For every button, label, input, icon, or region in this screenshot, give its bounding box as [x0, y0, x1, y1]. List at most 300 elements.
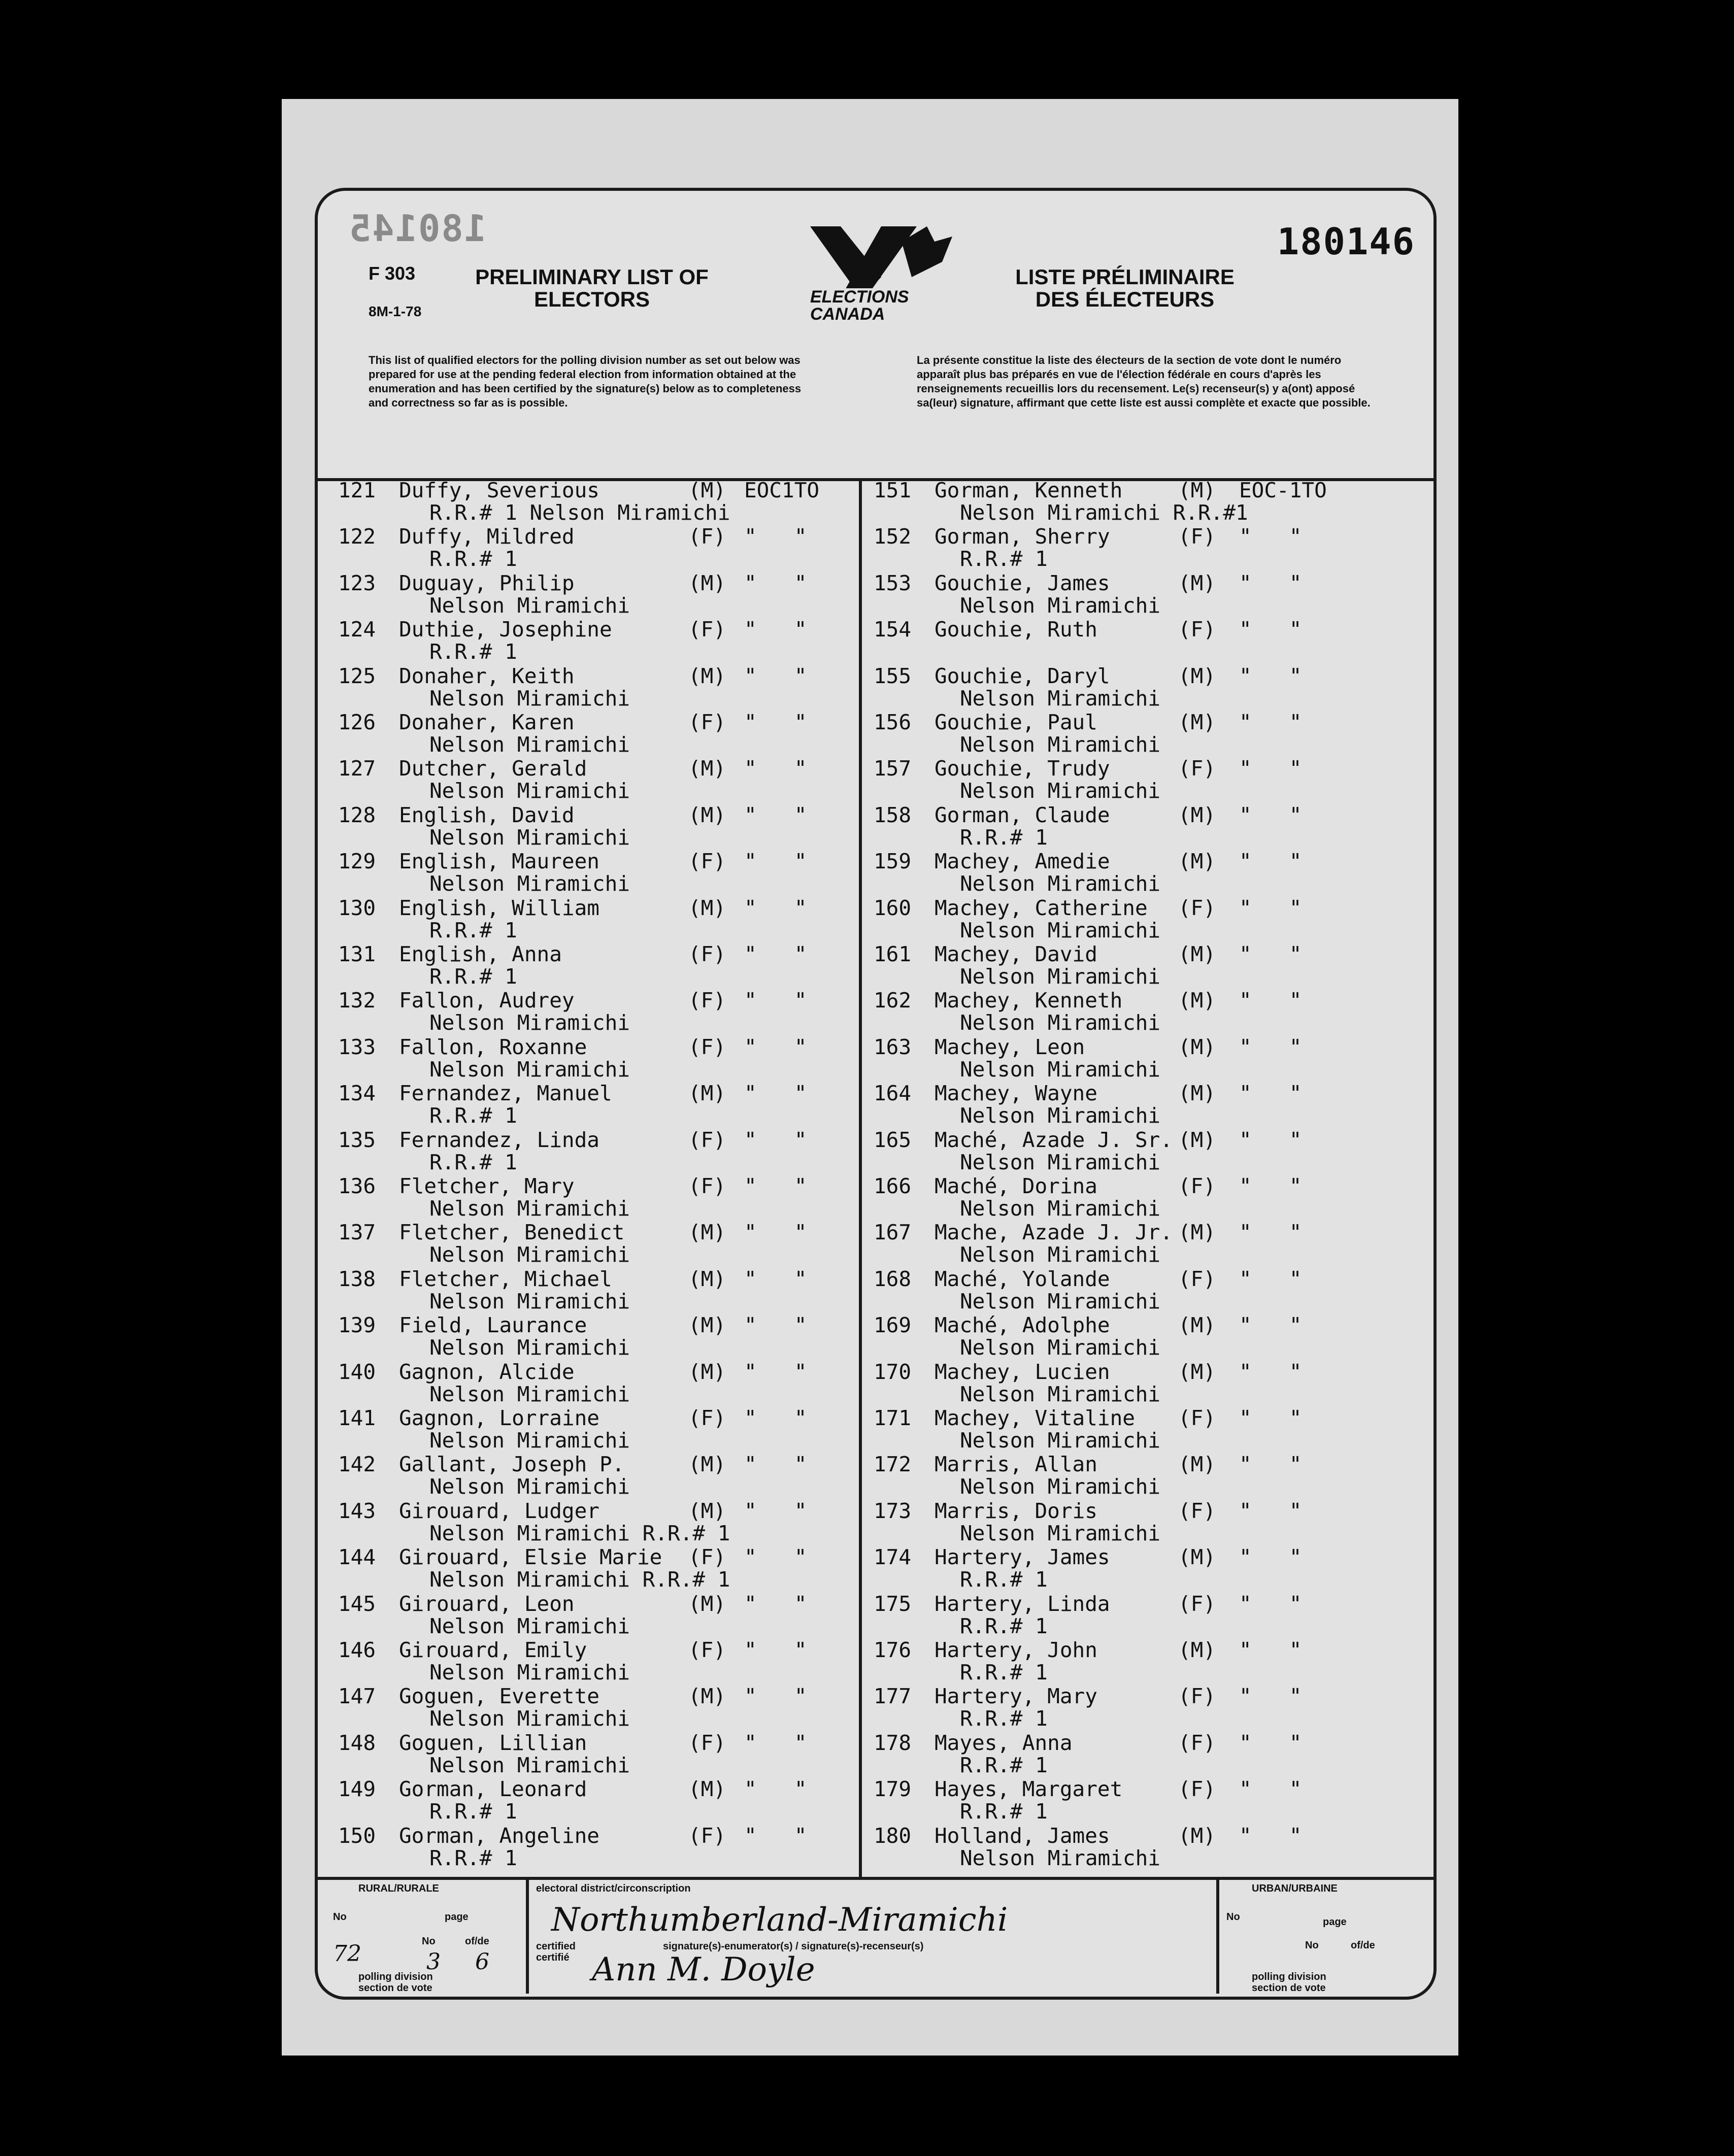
elector-sex: (M): [688, 570, 726, 595]
elector-address: Nelson Miramichi: [960, 1103, 1160, 1128]
elector-name: Fletcher, Benedict: [399, 1220, 625, 1245]
elector-postal-code: " ": [744, 570, 807, 595]
elector-sex: (M): [688, 478, 726, 502]
elector-address: R.R.# 1: [429, 547, 517, 571]
elector-postal-code: " ": [1239, 524, 1302, 549]
intro-french: La présente constitue la liste des électeurs de la section de vote dont le numéro apparaît plus bas préparés en vue de l'élection fédérale en cours d'après les renseignements recueillis lors du recensement. Le(s) recenseur(s) y a(ont) apposé sa(leur) signature, affirmant que cette liste est aussi complète et exacte que possible.: [917, 354, 1371, 409]
elector-postal-code: " ": [1239, 710, 1302, 734]
elector-sex: (F): [688, 1730, 726, 1755]
elector-sex: (M): [1178, 1452, 1216, 1477]
elector-sex: (M): [1178, 1823, 1216, 1848]
elector-entry: [338, 1500, 856, 1544]
elector-postal-code: " ": [1239, 1174, 1302, 1198]
elector-name: Duffy, Severious: [399, 478, 599, 502]
elector-address: Nelson Miramichi: [429, 1613, 630, 1638]
elections-canada-logo-text: ELECTIONS CANADA: [810, 287, 909, 324]
elector-number: 164: [874, 1081, 912, 1106]
elector-address: R.R.# 1: [429, 639, 517, 664]
elector-postal-code: " ": [744, 1452, 807, 1477]
elector-name: Gorman, Sherry: [935, 524, 1110, 549]
elector-entry: [338, 1546, 856, 1591]
elector-postal-code: " ": [744, 663, 807, 688]
elector-postal-code: " ": [744, 1034, 807, 1059]
elector-name: Duffy, Mildred: [399, 524, 575, 549]
elector-address: Nelson Miramichi R.R.#1: [960, 500, 1248, 525]
elector-number: 173: [874, 1498, 912, 1523]
elector-entry: [338, 1453, 856, 1498]
rural-page-label: page: [445, 1911, 469, 1923]
elector-address: Nelson Miramichi: [960, 686, 1160, 711]
elector-name: Gallant, Joseph P.: [399, 1452, 625, 1477]
elector-entry: [874, 804, 1432, 849]
elector-postal-code: " ": [744, 617, 807, 642]
elector-number: 145: [338, 1591, 376, 1616]
form-date: 8M-1-78: [369, 304, 422, 319]
elector-number: 134: [338, 1081, 376, 1106]
elector-address: Nelson Miramichi: [960, 964, 1160, 989]
elector-address: Nelson Miramichi: [960, 1242, 1160, 1267]
elector-sex: (F): [1178, 1777, 1216, 1802]
elector-sex: (M): [1178, 1127, 1216, 1152]
elector-address: Nelson Miramichi: [429, 1428, 630, 1453]
elector-sex: (F): [688, 617, 726, 642]
elector-sex: (M): [1178, 663, 1216, 688]
elector-sex: (F): [688, 1174, 726, 1198]
elector-postal-code: " ": [744, 1081, 807, 1106]
elector-entry: [874, 1407, 1432, 1452]
elector-address: Nelson Miramichi: [960, 1521, 1160, 1545]
elector-sex: (F): [1178, 895, 1216, 920]
elector-name: Mache, Azade J. Jr.: [935, 1220, 1173, 1245]
elector-entry: [338, 1778, 856, 1823]
elector-sex: (F): [1178, 1591, 1216, 1616]
elector-postal-code: " ": [744, 1730, 807, 1755]
elector-postal-code: EOC-1TO: [1239, 478, 1327, 502]
electors-form: [315, 188, 1437, 2000]
elector-number: 167: [874, 1220, 912, 1245]
elector-postal-code: " ": [744, 942, 807, 966]
elector-sex: (M): [1178, 1545, 1216, 1570]
elector-sex: (F): [688, 988, 726, 1013]
elector-postal-code: " ": [744, 802, 807, 827]
elector-number: 147: [338, 1684, 376, 1709]
elector-address: Nelson Miramichi: [960, 779, 1160, 803]
elector-entry: [338, 665, 856, 710]
elector-postal-code: " ": [1239, 1777, 1302, 1802]
elector-entry: [338, 1036, 856, 1081]
elector-number: 154: [874, 617, 912, 642]
elector-name: Machey, Catherine: [935, 895, 1148, 920]
elector-name: Gorman, Leonard: [399, 1777, 587, 1802]
certified-label: certified certifié: [536, 1941, 576, 1963]
elector-name: Holland, James: [935, 1823, 1110, 1848]
elector-sex: (F): [688, 1127, 726, 1152]
elector-postal-code: " ": [1239, 988, 1302, 1013]
elector-postal-code: " ": [1239, 1452, 1302, 1477]
elector-entry: [874, 1732, 1432, 1776]
elector-postal-code: " ": [1239, 1127, 1302, 1152]
elector-address: Nelson Miramichi: [429, 1289, 630, 1313]
elector-sex: (F): [1178, 1266, 1216, 1291]
elector-number: 159: [874, 849, 912, 874]
elector-address: Nelson Miramichi: [429, 1010, 630, 1035]
elector-address: Nelson Miramichi: [429, 1474, 630, 1499]
elector-address: R.R.# 1: [960, 1660, 1048, 1685]
page-of-value: 6: [475, 1949, 489, 1975]
elector-postal-code: " ": [744, 756, 807, 781]
elector-address: Nelson Miramichi: [429, 1382, 630, 1406]
elector-name: Donaher, Keith: [399, 663, 575, 688]
elector-number: 127: [338, 756, 376, 781]
elector-entry: [338, 850, 856, 895]
elector-number: 151: [874, 478, 912, 502]
rural-page-no-label: No: [422, 1936, 436, 1947]
enumerator-signature: Ann M. Doyle: [592, 1951, 815, 1989]
elector-postal-code: " ": [1239, 1313, 1302, 1338]
elector-postal-code: " ": [1239, 1591, 1302, 1616]
elector-address: Nelson Miramichi: [960, 1010, 1160, 1035]
title-french: LISTE PRÉLIMINAIRE DES ÉLECTEURS: [1015, 265, 1235, 311]
elector-address: R.R.# 1: [960, 1753, 1048, 1777]
elector-entry: [874, 665, 1432, 710]
elector-name: Fallon, Roxanne: [399, 1034, 587, 1059]
intro-english: This list of qualified electors for the polling division number as set out below was prepared for use at the pending federal election from information obtained at the enumeration and has been certified by the signature(s) below as to completeness and correctness so far as is possible.: [369, 354, 802, 409]
elector-entry: [874, 1546, 1432, 1591]
elector-address: Nelson Miramichi: [429, 871, 630, 896]
elector-name: Goguen, Everette: [399, 1684, 599, 1709]
elector-postal-code: " ": [744, 1174, 807, 1198]
elector-sex: (F): [688, 942, 726, 966]
elector-name: Gouchie, James: [935, 570, 1110, 595]
elector-name: Gorman, Kenneth: [935, 478, 1123, 502]
elections-canada-logo: [805, 221, 957, 328]
elector-number: 156: [874, 710, 912, 734]
elector-sex: (F): [1178, 756, 1216, 781]
elector-number: 153: [874, 570, 912, 595]
elector-number: 152: [874, 524, 912, 549]
elector-number: 140: [338, 1359, 376, 1384]
elector-number: 158: [874, 802, 912, 827]
elector-postal-code: " ": [744, 895, 807, 920]
elector-address: Nelson Miramichi: [960, 1474, 1160, 1499]
elector-number: 178: [874, 1730, 912, 1755]
elector-number: 125: [338, 663, 376, 688]
elector-sex: (M): [688, 1498, 726, 1523]
elector-name: Hartery, Linda: [935, 1591, 1110, 1616]
elector-address: Nelson Miramichi: [429, 593, 630, 618]
column-divider: [859, 478, 862, 1877]
elector-postal-code: " ": [1239, 570, 1302, 595]
elector-entry: [874, 943, 1432, 988]
elector-entry: [338, 711, 856, 756]
elector-sex: (M): [688, 1266, 726, 1291]
elector-name: Gorman, Angeline: [399, 1823, 599, 1848]
elector-entry: [338, 1732, 856, 1776]
elector-number: 131: [338, 942, 376, 966]
elector-name: Duguay, Philip: [399, 570, 575, 595]
elector-address: R.R.# 1: [960, 825, 1048, 850]
elector-entry: [338, 1361, 856, 1405]
page-value: 3: [426, 1949, 441, 1975]
elector-postal-code: " ": [744, 988, 807, 1013]
elector-number: 150: [338, 1823, 376, 1848]
urban-no-label: No: [1226, 1911, 1240, 1923]
elector-sex: (F): [1178, 524, 1216, 549]
elector-address: Nelson Miramichi: [960, 1150, 1160, 1174]
elector-name: Maché, Adolphe: [935, 1313, 1110, 1338]
elector-number: 124: [338, 617, 376, 642]
title-english: PRELIMINARY LIST OF ELECTORS: [475, 265, 709, 311]
elector-number: 175: [874, 1591, 912, 1616]
elector-entry: [874, 618, 1432, 663]
polling-division-label: polling division section de vote: [358, 1971, 433, 1994]
elector-name: Goguen, Lillian: [399, 1730, 587, 1755]
elector-address: Nelson Miramichi: [960, 871, 1160, 896]
elector-postal-code: " ": [744, 1406, 807, 1430]
elector-address: R.R.# 1: [429, 964, 517, 989]
elector-sex: (M): [688, 1452, 726, 1477]
rural-of-label: of/de: [465, 1936, 489, 1947]
electoral-district-value: Northumberland-Miramichi: [551, 1901, 1008, 1939]
elector-address: Nelson Miramichi: [960, 1289, 1160, 1313]
elector-name: Duthie, Josephine: [399, 617, 612, 642]
elector-entry: [338, 1221, 856, 1266]
elector-entry: [874, 1639, 1432, 1683]
elector-sex: (M): [688, 1777, 726, 1802]
elector-address: Nelson Miramichi R.R.# 1: [429, 1567, 730, 1592]
elector-number: 144: [338, 1545, 376, 1570]
elector-number: 130: [338, 895, 376, 920]
elector-postal-code: " ": [744, 1777, 807, 1802]
elector-address: Nelson Miramichi: [429, 1242, 630, 1267]
elector-sex: (M): [688, 756, 726, 781]
elector-sex: (F): [1178, 1684, 1216, 1709]
elector-sex: (F): [1178, 1406, 1216, 1430]
elector-postal-code: " ": [1239, 1406, 1302, 1430]
elector-entry: [874, 525, 1432, 570]
signature-label: signature(s)-enumerator(s) / signature(s)-recenseur(s): [663, 1941, 924, 1952]
elector-entry: [874, 1500, 1432, 1544]
elector-sex: (M): [1178, 1034, 1216, 1059]
elector-name: Marris, Allan: [935, 1452, 1097, 1477]
elector-sex: (F): [688, 1406, 726, 1430]
elector-name: Fallon, Audrey: [399, 988, 575, 1013]
elector-name: Hartery, James: [935, 1545, 1110, 1570]
rural-label: RURAL/RURALE: [358, 1883, 439, 1894]
elector-address: Nelson Miramichi: [429, 1660, 630, 1685]
elector-entry: [874, 1221, 1432, 1266]
elector-name: Fernandez, Manuel: [399, 1081, 612, 1106]
elector-entry: [874, 1314, 1432, 1359]
elector-name: Dutcher, Gerald: [399, 756, 587, 781]
polling-division-value: 72: [333, 1941, 361, 1967]
elector-number: 163: [874, 1034, 912, 1059]
elector-number: 128: [338, 802, 376, 827]
elector-name: Machey, Lucien: [935, 1359, 1110, 1384]
elector-entry: [338, 757, 856, 802]
elector-number: 146: [338, 1638, 376, 1662]
elector-address: Nelson Miramichi: [960, 918, 1160, 942]
elector-address: Nelson Miramichi: [429, 1196, 630, 1221]
elector-name: Machey, Vitaline: [935, 1406, 1135, 1430]
elector-entry: [338, 943, 856, 988]
elector-name: Mayes, Anna: [935, 1730, 1073, 1755]
urban-polling-division-label: polling division section de vote: [1252, 1971, 1326, 1994]
elector-sex: (M): [688, 1359, 726, 1384]
elector-entry: [338, 1082, 856, 1127]
elector-number: 168: [874, 1266, 912, 1291]
elector-name: Gorman, Claude: [935, 802, 1110, 827]
elector-name: Machey, David: [935, 942, 1097, 966]
elector-postal-code: " ": [744, 1684, 807, 1709]
elector-sex: (M): [688, 1220, 726, 1245]
elector-sex: (F): [688, 524, 726, 549]
elector-sex: (M): [1178, 1313, 1216, 1338]
urban-of-label: of/de: [1351, 1940, 1375, 1951]
elector-postal-code: " ": [1239, 1823, 1302, 1848]
elector-number: 160: [874, 895, 912, 920]
elector-postal-code: " ": [1239, 1266, 1302, 1291]
elector-sex: (M): [688, 895, 726, 920]
elector-sex: (M): [1178, 478, 1216, 502]
elector-number: 174: [874, 1545, 912, 1570]
elector-name: Maché, Azade J. Sr.: [935, 1127, 1173, 1152]
elector-address: Nelson Miramichi: [429, 1753, 630, 1777]
elector-name: Girouard, Leon: [399, 1591, 575, 1616]
elector-sex: (M): [688, 1591, 726, 1616]
elector-number: 157: [874, 756, 912, 781]
elector-entry: [338, 618, 856, 663]
elector-address: R.R.# 1: [960, 1567, 1048, 1592]
elector-postal-code: " ": [1239, 1730, 1302, 1755]
elector-sex: (F): [688, 1823, 726, 1848]
elector-address: Nelson Miramichi: [429, 1335, 630, 1360]
elector-sex: (M): [1178, 1638, 1216, 1662]
elector-number: 165: [874, 1127, 912, 1152]
elector-postal-code: EOC1TO: [744, 478, 820, 502]
elector-address: R.R.# 1: [960, 1799, 1048, 1824]
elector-entry: [874, 757, 1432, 802]
elector-number: 136: [338, 1174, 376, 1198]
elector-entry: [874, 989, 1432, 1034]
elector-sex: (M): [1178, 1359, 1216, 1384]
elector-entry: [338, 897, 856, 941]
elector-name: English, William: [399, 895, 599, 920]
elector-name: Fletcher, Mary: [399, 1174, 575, 1198]
elector-postal-code: " ": [744, 1498, 807, 1523]
elector-number: 135: [338, 1127, 376, 1152]
rural-no-label: No: [333, 1911, 347, 1923]
elector-sex: (F): [688, 1545, 726, 1570]
elector-address: R.R.# 1: [960, 547, 1048, 571]
elector-name: English, Anna: [399, 942, 562, 966]
elector-postal-code: " ": [1239, 756, 1302, 781]
elector-postal-code: " ": [1239, 1081, 1302, 1106]
elector-name: Machey, Leon: [935, 1034, 1085, 1059]
elector-postal-code: " ": [1239, 802, 1302, 827]
elector-entry: [874, 1129, 1432, 1173]
elector-name: Gagnon, Alcide: [399, 1359, 575, 1384]
elector-sex: (F): [1178, 617, 1216, 642]
elector-number: 170: [874, 1359, 912, 1384]
elector-entry: [338, 1407, 856, 1452]
elector-postal-code: " ": [1239, 1359, 1302, 1384]
elector-postal-code: " ": [744, 1220, 807, 1245]
elector-sex: (F): [688, 1034, 726, 1059]
form-code: F 303: [369, 263, 416, 284]
elector-postal-code: " ": [1239, 1684, 1302, 1709]
elector-entry: [338, 1268, 856, 1312]
elector-entry: [338, 1593, 856, 1637]
elector-entry: [874, 1778, 1432, 1823]
elector-number: 177: [874, 1684, 912, 1709]
elector-entry: [874, 1175, 1432, 1220]
elector-postal-code: " ": [1239, 895, 1302, 920]
elector-address: Nelson Miramichi: [429, 686, 630, 711]
elector-entry: [874, 572, 1432, 617]
elector-postal-code: " ": [744, 849, 807, 874]
elector-address: Nelson Miramichi: [960, 1196, 1160, 1221]
elector-number: 137: [338, 1220, 376, 1245]
elector-postal-code: " ": [1239, 617, 1302, 642]
elector-sex: (M): [1178, 849, 1216, 874]
elector-entry: [338, 1685, 856, 1730]
footer-divider: [318, 1877, 1433, 1880]
elector-number: 162: [874, 988, 912, 1013]
elector-entry: [338, 1175, 856, 1220]
elector-name: Maché, Dorina: [935, 1174, 1097, 1198]
elector-entry: [874, 850, 1432, 895]
elector-postal-code: " ": [744, 1591, 807, 1616]
elector-address: Nelson Miramichi: [429, 825, 630, 850]
elector-address: R.R.# 1: [429, 1799, 517, 1824]
elector-address: Nelson Miramichi: [429, 732, 630, 757]
elector-postal-code: " ": [1239, 1545, 1302, 1570]
elector-entry: [338, 1825, 856, 1869]
elector-number: 176: [874, 1638, 912, 1662]
elector-postal-code: " ": [1239, 1034, 1302, 1059]
elector-sex: (F): [1178, 1498, 1216, 1523]
elector-number: 133: [338, 1034, 376, 1059]
urban-page-no-label: No: [1305, 1940, 1319, 1951]
elector-number: 142: [338, 1452, 376, 1477]
elector-name: Maché, Yolande: [935, 1266, 1110, 1291]
elector-postal-code: " ": [744, 710, 807, 734]
elector-sex: (F): [1178, 1174, 1216, 1198]
elector-name: Girouard, Emily: [399, 1638, 587, 1662]
elector-sex: (F): [688, 1638, 726, 1662]
elector-postal-code: " ": [1239, 849, 1302, 874]
elector-number: 126: [338, 710, 376, 734]
elector-address: Nelson Miramichi: [429, 1706, 630, 1731]
elector-name: Fernandez, Linda: [399, 1127, 599, 1152]
elector-postal-code: " ": [744, 1127, 807, 1152]
elector-sex: (M): [688, 1684, 726, 1709]
elector-address: R.R.# 1: [429, 1845, 517, 1870]
elector-address: R.R.# 1: [960, 1706, 1048, 1731]
elector-address: Nelson Miramichi: [429, 779, 630, 803]
elector-number: 141: [338, 1406, 376, 1430]
elector-entry: [874, 1361, 1432, 1405]
elector-address: Nelson Miramichi: [960, 1057, 1160, 1082]
elector-number: 139: [338, 1313, 376, 1338]
elector-address: R.R.# 1: [429, 918, 517, 942]
elector-entry: [338, 804, 856, 849]
elector-postal-code: " ": [744, 1638, 807, 1662]
elector-entry: [874, 1593, 1432, 1637]
elector-address: Nelson Miramichi: [960, 593, 1160, 618]
elector-address: R.R.# 1: [429, 1103, 517, 1128]
